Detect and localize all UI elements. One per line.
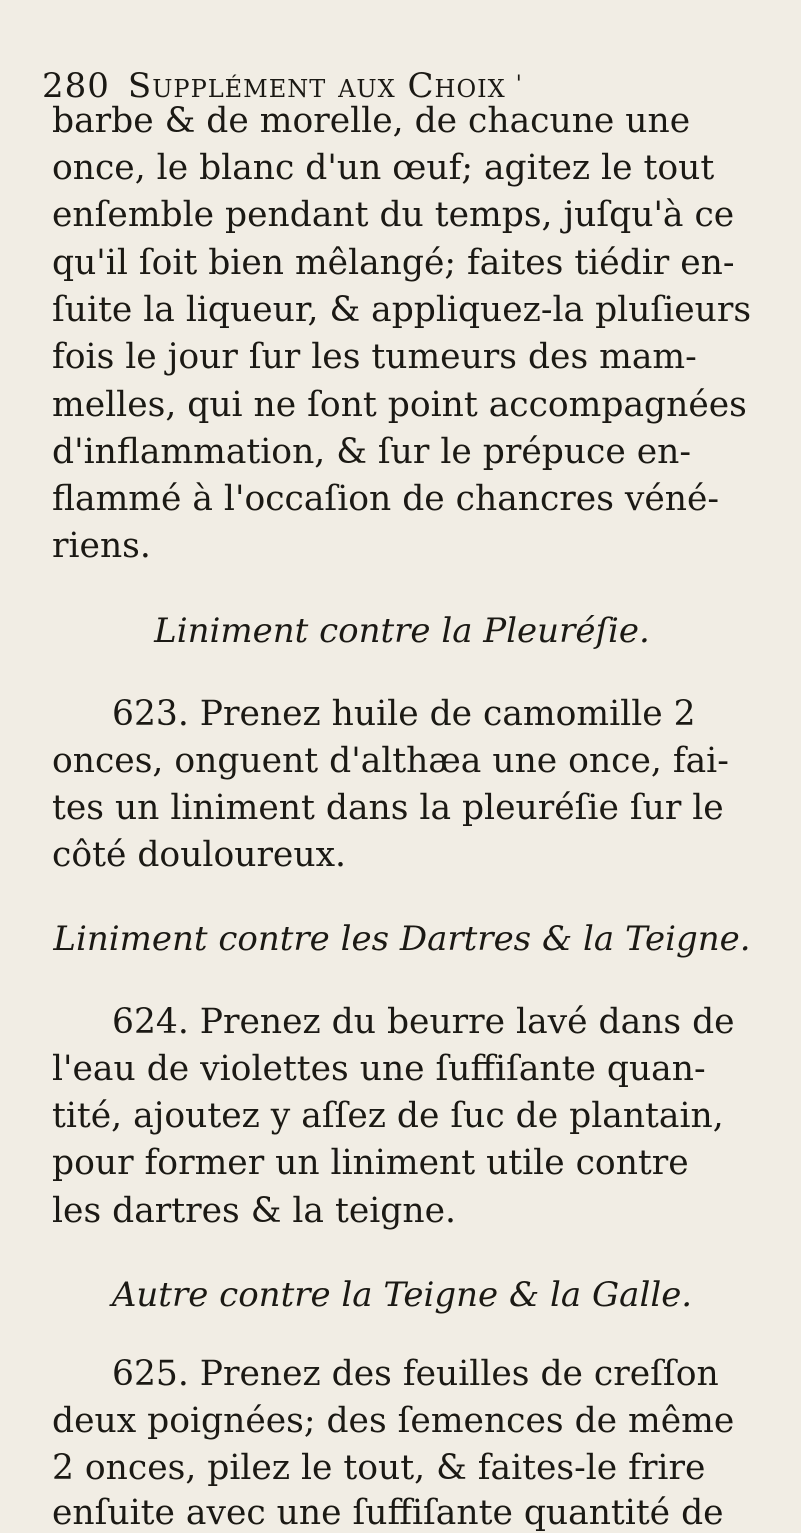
running-title: Supplément aux Choix — [127, 66, 506, 106]
text-line: once, le blanc d'un œuf; agitez le tout — [52, 148, 715, 188]
text-line: 2 onces, pilez le tout, & faites-le frire — [52, 1448, 706, 1488]
text-line: tité, ajoutez y aſſez de ſuc de plantain, — [52, 1096, 724, 1136]
text-line: 624. Prenez du beurre lavé dans de — [112, 1002, 735, 1042]
text-line: barbe & de morelle, de chacune une — [52, 101, 691, 141]
text-line: qu'il ſoit bien mêlangé; faites tiédir en- — [52, 243, 735, 283]
section-heading: Liniment contre la Pleuréſie. — [154, 611, 650, 651]
printer-mark: ' — [515, 72, 523, 97]
text-line: enſemble pendant du temps, juſqu'à ce — [52, 195, 735, 235]
text-line: flammé à l'occaſion de chancres véné- — [52, 479, 720, 519]
text-line: melles, qui ne ſont point accompagnées — [52, 385, 747, 425]
text-line: les dartres & la teigne. — [52, 1191, 456, 1231]
section-heading: Liniment contre les Dartres & la Teigne. — [53, 919, 751, 959]
text-line: 623. Prenez huile de camomille 2 — [112, 694, 696, 734]
text-line: fois le jour ſur les tumeurs des mam- — [52, 337, 697, 377]
text-line: pour former un liniment utile contre — [52, 1143, 689, 1183]
text-line: l'eau de violettes une ſuffiſante quan- — [52, 1049, 706, 1089]
text-line: onces, onguent d'althæa une once, fai- — [52, 741, 729, 781]
text-line: deux poignées; des ſemences de même — [52, 1401, 735, 1441]
text-line: côté douloureux. — [52, 835, 346, 875]
text-line: 625. Prenez des feuilles de creſſon — [112, 1354, 719, 1394]
running-head — [42, 66, 523, 106]
text-line: riens. — [52, 526, 151, 566]
text-line: tes un liniment dans la pleuréſie ſur le — [52, 788, 724, 828]
text-line: ſuite la liqueur, & appliquez-la pluſieurs — [52, 290, 752, 330]
page-number: 280 — [42, 66, 110, 106]
section-heading: Autre contre la Teigne & la Galle. — [111, 1275, 693, 1315]
text-line: d'inflammation, & ſur le prépuce en- — [52, 432, 692, 472]
text-line: enſuite avec une ſuffiſante quantité de — [52, 1493, 724, 1533]
